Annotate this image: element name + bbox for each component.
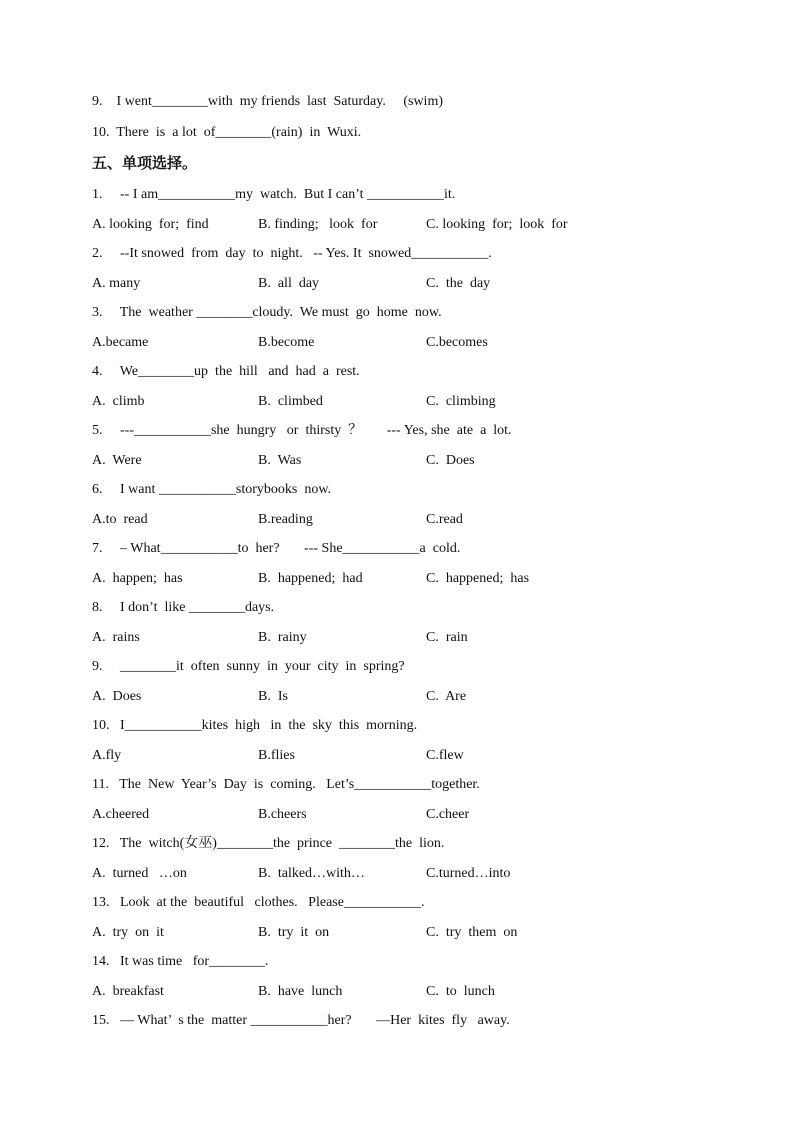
option-a: A. Were [92, 452, 142, 468]
question-12: 12. The witch(女巫)________the prince ________the lion. [92, 836, 445, 851]
option-c: C.read [426, 511, 463, 527]
option-c: C. the day [426, 275, 491, 291]
question-2: 2. --It snowed from day to night. -- Yes. It snowed___________. [92, 246, 492, 261]
question-14: 14. It was time for________. [92, 954, 269, 969]
option-a: A. try on it [92, 924, 164, 940]
option-c: C. try them on [426, 924, 518, 940]
option-a: A. turned …on [92, 865, 187, 881]
option-a: A. breakfast [92, 983, 164, 999]
question-13: 13. Look at the beautiful clothes. Please___________. [92, 895, 425, 910]
option-a: A. happen; has [92, 570, 183, 586]
option-b: B.reading [258, 511, 313, 527]
option-a: A. rains [92, 629, 140, 645]
option-a: A.cheered [92, 806, 150, 822]
option-a: A. climb [92, 393, 145, 409]
option-c: C. Are [426, 688, 467, 704]
option-c: C.becomes [426, 334, 488, 350]
question-7: 7. – What___________to her? --- She___________a cold. [92, 541, 461, 556]
option-b: B. climbed [258, 393, 323, 409]
option-c: C. looking for; look for [426, 216, 568, 232]
option-a: A. Does [92, 688, 142, 704]
option-b: B.flies [258, 747, 295, 763]
option-b: B. talked…with… [258, 865, 365, 881]
option-b: B.cheers [258, 806, 307, 822]
question-8: 8. I don’t like ________days. [92, 600, 275, 615]
option-b: B. happened; had [258, 570, 363, 586]
option-b: B. all day [258, 275, 320, 291]
option-c: C. to lunch [426, 983, 495, 999]
option-a: A. looking for; find [92, 216, 209, 232]
option-b: B.become [258, 334, 315, 350]
section-title: 五、单项选择。 [92, 154, 198, 172]
option-a: A. many [92, 275, 141, 291]
question-1: 1. -- I am___________my watch. But I can’t ___________it. [92, 187, 456, 202]
question-15: 15. — What’ s the matter ___________her? —Her kites fly away. [92, 1013, 510, 1028]
question-6: 6. I want ___________storybooks now. [92, 482, 332, 497]
option-c: C.turned…into [426, 865, 511, 881]
question-11: 11. The New Year’s Day is coming. Let’s___________together. [92, 777, 480, 792]
fill-question-9: 9. I went________with my friends last Saturday. (swim) [92, 94, 443, 109]
question-4: 4. We________up the hill and had a rest. [92, 364, 360, 379]
option-b: B. try it on [258, 924, 330, 940]
option-b: B. rainy [258, 629, 307, 645]
option-c: C.flew [426, 747, 464, 763]
option-a: A.to read [92, 511, 148, 527]
question-3: 3. The weather ________cloudy. We must go home now. [92, 305, 442, 320]
question-10: 10. I___________kites high in the sky this morning. [92, 718, 418, 733]
option-c: C. rain [426, 629, 468, 645]
question-5: 5. ---___________she hungry or thirsty ？ --- Yes, she ate a lot. [92, 423, 512, 438]
option-c: C. climbing [426, 393, 496, 409]
option-a: A.fly [92, 747, 122, 763]
option-b: B. Was [258, 452, 302, 468]
option-c: C. Does [426, 452, 475, 468]
fill-question-10: 10. There is a lot of________(rain) in Wuxi. [92, 125, 362, 140]
option-c: C. happened; has [426, 570, 530, 586]
option-b: B. have lunch [258, 983, 343, 999]
option-c: C.cheer [426, 806, 470, 822]
option-b: B. finding; look for [258, 216, 378, 232]
option-a: A.became [92, 334, 149, 350]
question-9: 9. ________it often sunny in your city in spring? [92, 659, 405, 674]
option-b: B. Is [258, 688, 288, 704]
